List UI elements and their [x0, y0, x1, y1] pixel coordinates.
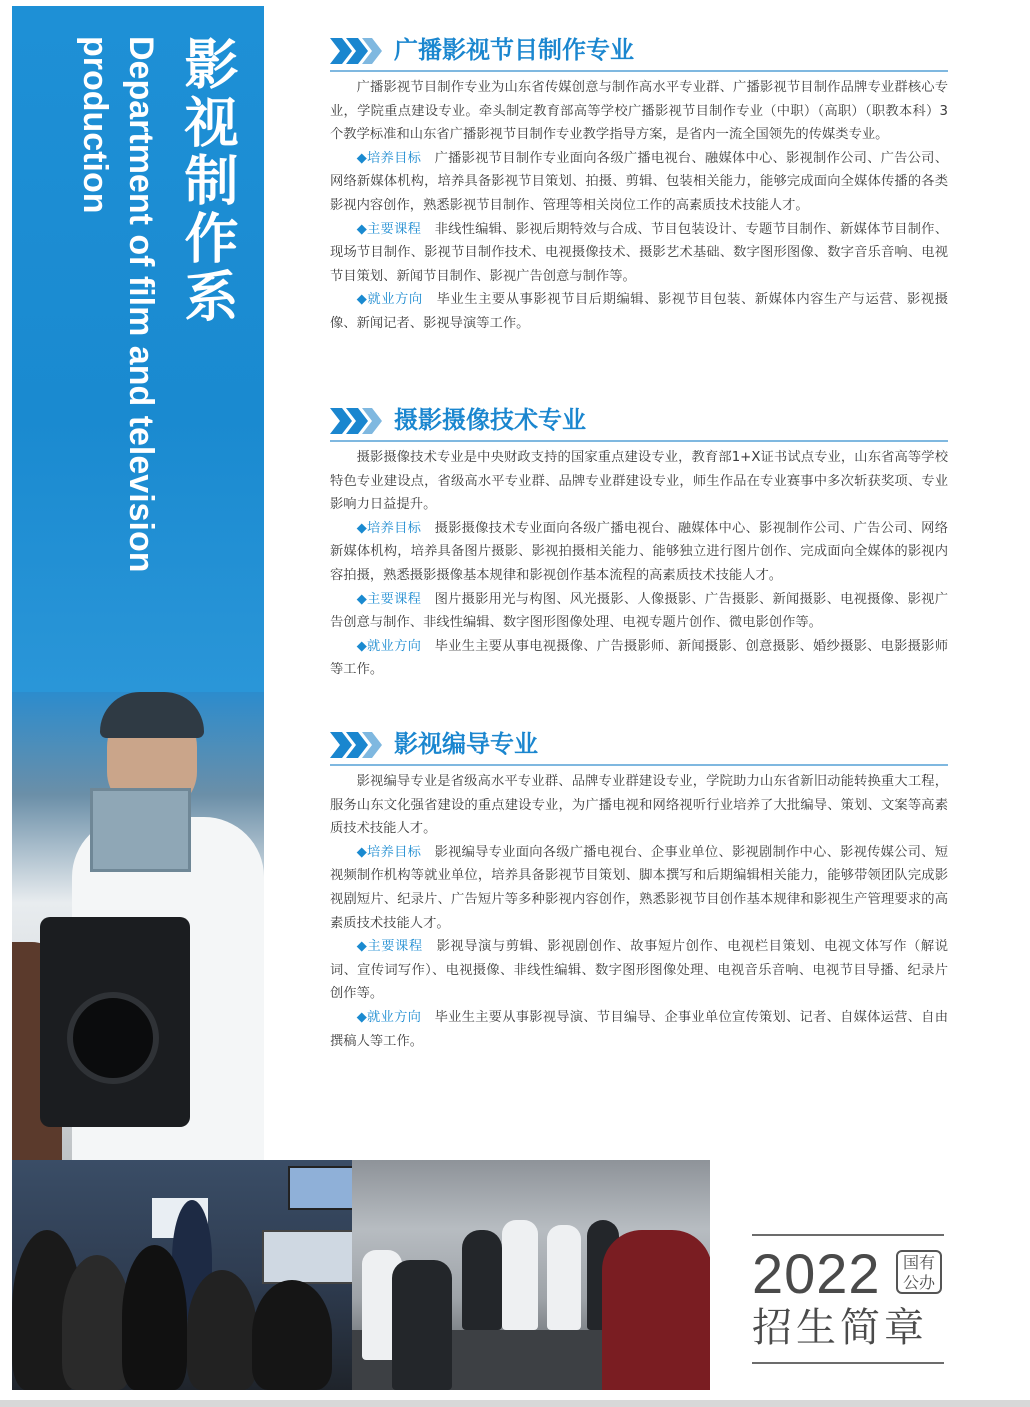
- training-goal: [330, 517, 948, 588]
- department-title-en-line2: production: [76, 36, 114, 214]
- course-label: ◆主要课程: [356, 591, 422, 607]
- chevron-arrows-icon: [330, 408, 384, 434]
- department-title-cn: 影视制作系: [176, 36, 240, 326]
- public-badge: [896, 1250, 942, 1294]
- course-text: 图片摄影用光与构图、风光摄影、人像摄影、广告摄影、新闻摄影、电视摄像、影视广告创意与制作、非线性编辑、数字图形图像处理、电视专题片创作、微电影创作等。: [330, 591, 948, 631]
- section-title: 影视编导专业: [394, 730, 538, 758]
- section-title: 摄影摄像技术专业: [394, 406, 586, 434]
- goal-text: 广播影视节目制作专业面向各级广播电视台、融媒体中心、影视制作公司、广告公司、网络新媒体机构，培养具备影视节目策划、拍摄、剪辑、包装相关能力，能够完成面向全媒体传播的各类影视内容创作，熟悉影视节目制作、管理等相关岗位工作的高素质技术技能人才。: [330, 150, 948, 213]
- main-courses: [330, 935, 948, 1006]
- career-label: ◆就业方向: [356, 292, 423, 308]
- section-broadcast-production: [330, 34, 948, 336]
- section-intro: 摄影摄像技术专业是中央财政支持的国家重点建设专业，教育部1+X证书试点专业，山东省高等学校特色专业建设点，省级高水平专业群、品牌专业群建设专业，师生作品在专业赛事中多次斩获奖项、专业影响力日益提升。: [330, 450, 948, 513]
- department-title-en-line1: Department of film and television: [122, 36, 160, 573]
- training-goal: [330, 147, 948, 218]
- goal-text: 摄影摄像技术专业面向各级广播电视台、融媒体中心、影视制作公司、广告公司、网络新媒体机构，培养具备图片摄影、影视拍摄相关能力、能够独立进行图片创作、完成面向全媒体的影视内容拍摄，熟悉摄影摄像基本规律和影视创作基本流程的高素质技术技能人才。: [330, 520, 948, 583]
- divider-top: [752, 1234, 944, 1236]
- career-direction: [330, 635, 948, 682]
- page-footer-bar: [0, 1400, 1030, 1407]
- chevron-arrows-icon: [330, 732, 384, 758]
- career-label: ◆就业方向: [356, 638, 422, 654]
- career-direction: [330, 288, 948, 335]
- section-header: [330, 34, 948, 72]
- main-courses: [330, 588, 948, 635]
- section-intro: 广播影视节目制作专业为山东省传媒创意与制作高水平专业群、广播影视节目制作品牌专业群核心专业，学院重点建设专业。牵头制定教育部高等学校广播影视节目制作专业（中职）（高职）（职教本科）3个教学标准和山东省广播影视节目制作专业教学指导方案，是省内一流全国领先的传媒类专业。: [330, 80, 948, 143]
- section-header: [330, 728, 948, 766]
- career-direction: [330, 1006, 948, 1053]
- goal-label: ◆培养目标: [356, 844, 422, 860]
- section-intro: 影视编导专业是省级高水平专业群、品牌专业群建设专业，学院助力山东省新旧动能转换重大工程，服务山东文化强省建设的重点建设专业，为广播电视和网络视听行业培养了大批编导、策划、文案等高素质技术技能人才。: [330, 774, 948, 837]
- main-courses: [330, 218, 948, 289]
- department-banner: [12, 6, 264, 692]
- course-text: 影视导演与剪辑、影视剧创作、故事短片创作、电视栏目策划、电视文体写作（解说词、宣传词写作）、电视摄像、非线性编辑、数字图形图像处理、电视音乐音响、电视节目导播、纪录片创作等。: [330, 939, 949, 1002]
- course-label: ◆主要课程: [356, 221, 422, 237]
- badge-line1: 国有: [902, 1253, 935, 1272]
- divider-bottom: [752, 1362, 944, 1364]
- studio-classroom-photo: [12, 1160, 352, 1390]
- goal-text: 影视编导专业面向各级广播电视台、企事业单位、影视剧制作中心、影视传媒公司、短视频制作机构等就业单位，培养具备影视节目策划、脚本撰写和后期编辑相关能力，能够带领团队完成影视剧短片、纪录片、广告短片等多种影视内容创作，熟悉影视节目创作基本规律和影视生产管理要求的高素质技术技能人才。: [330, 844, 948, 931]
- training-goal: [330, 841, 948, 935]
- badge-line2: 公办: [902, 1273, 935, 1292]
- section-photography-videography: [330, 404, 948, 682]
- career-text: 毕业生主要从事影视节目后期编辑、影视节目包装、新媒体内容生产与运营、影视摄像、新闻记者、影视导演等工作。: [330, 292, 949, 331]
- department-title-en: [72, 36, 164, 573]
- career-label: ◆就业方向: [356, 1009, 422, 1025]
- section-film-directing: [330, 728, 948, 1053]
- goal-label: ◆培养目标: [356, 150, 422, 166]
- film-set-photo: [352, 1160, 710, 1390]
- section-title: 广播影视节目制作专业: [394, 36, 634, 64]
- course-label: ◆主要课程: [356, 939, 423, 955]
- goal-label: ◆培养目标: [356, 520, 422, 536]
- section-header: [330, 404, 948, 442]
- year: 2022: [752, 1242, 881, 1305]
- brochure-title: 招生简章: [752, 1305, 928, 1351]
- cameraman-photo: [12, 692, 264, 1160]
- career-text: 毕业生主要从事电视摄像、广告摄影师、新闻摄影、创意摄影、婚纱摄影、电影摄影师等工作。: [330, 638, 948, 678]
- career-text: 毕业生主要从事影视导演、节目编导、企事业单位宣传策划、记者、自媒体运营、自由撰稿人等工作。: [330, 1009, 948, 1049]
- chevron-arrows-icon: [330, 38, 384, 64]
- course-text: 非线性编辑、影视后期特效与合成、节目包装设计、专题节目制作、新媒体节目制作、现场节目制作、影视节目制作技术、电视摄像技术、摄影艺术基础、数字图形图像、数字音乐音响、电视节目策划、新闻节目制作、影视广告创意与制作等。: [330, 221, 948, 284]
